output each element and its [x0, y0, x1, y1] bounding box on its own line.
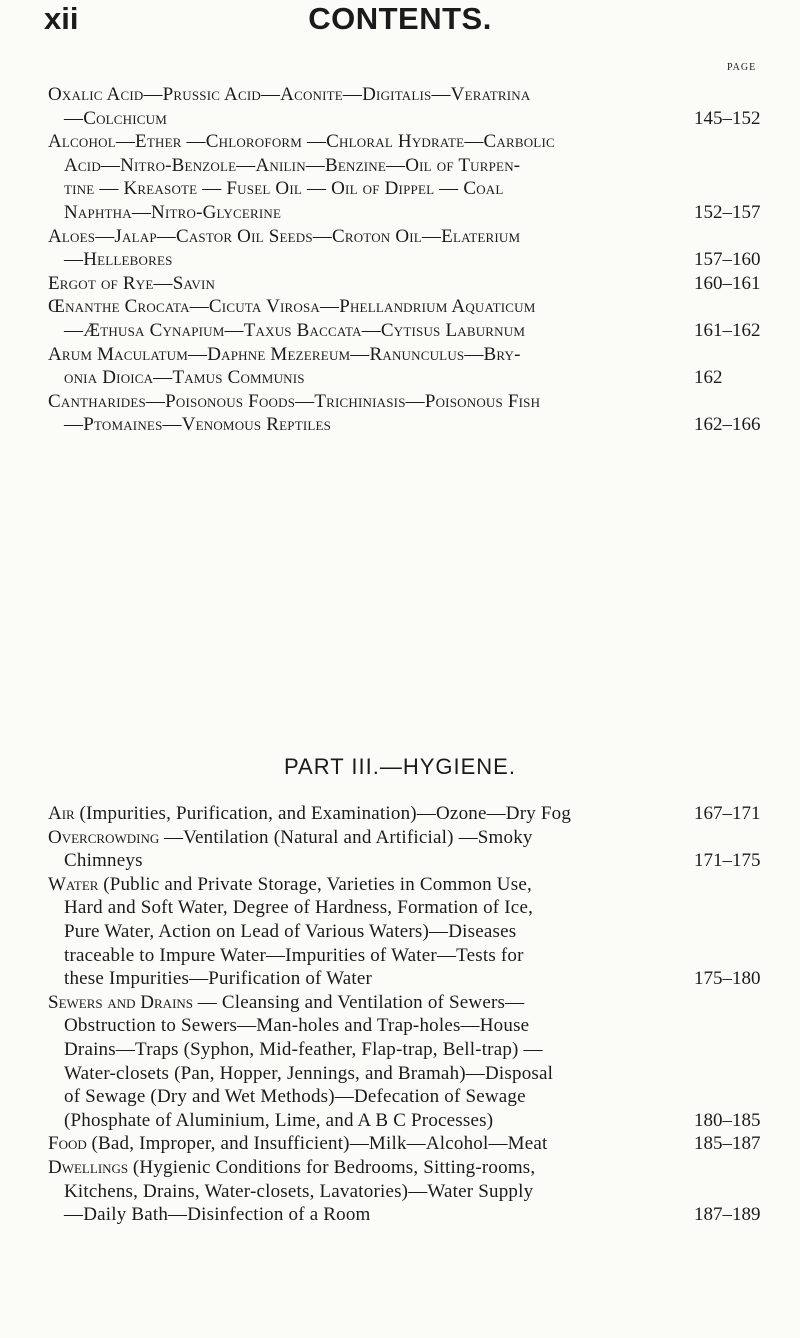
entry-line [48, 944, 760, 968]
entry-text: traceable to Impure Water—Impurities of Water—Tests for [64, 944, 524, 966]
contents-entry [48, 1156, 760, 1227]
entry-line [48, 177, 760, 201]
contents-entry [48, 991, 760, 1133]
page-range: 185–187 [694, 1133, 761, 1155]
entry-line [48, 920, 760, 944]
page-range: 167–171 [694, 803, 761, 824]
entry-text: Ergot of Rye—Savin [48, 272, 216, 294]
entry-heading: Water [48, 873, 99, 895]
entry-text: Chimneys [64, 850, 143, 872]
entry-text: Kitchens, Drains, Water-closets, Lavatories)—Water Supply [64, 1180, 534, 1202]
entry-heading: Food [48, 1133, 87, 1155]
page-range: 162 [694, 367, 723, 389]
contents-entry [48, 873, 760, 991]
entry-text: Cantharides—Poisonous Foods—Trichiniasis—Poisonous Fish [48, 390, 541, 412]
contents-entry [48, 802, 760, 826]
entry-text: — Cleansing and Ventilation of Sewers— [197, 991, 525, 1013]
page-title: CONTENTS. [308, 1, 492, 36]
entry-text: —Ptomaines—Venomous Reptiles [64, 414, 332, 436]
entry-line [48, 413, 760, 437]
entry-line [48, 1062, 760, 1086]
entry-line [48, 967, 760, 991]
page-range: 175–180 [694, 968, 761, 990]
entry-heading: Air [48, 803, 75, 824]
contents-entry [48, 295, 760, 342]
entry-line [48, 107, 760, 131]
contents-entry [48, 1132, 760, 1156]
entry-text: (Public and Private Storage, Varieties in Common Use, [103, 873, 532, 895]
entry-text: (Bad, Improper, and Insufficient)—Milk—Alcohol—Meat [91, 1133, 548, 1155]
entry-line [48, 272, 760, 296]
entry-text: —Ventilation (Natural and Artificial) —Smoky [163, 826, 533, 848]
entry-text: Hard and Soft Water, Degree of Hardness, Formation of Ice, [64, 897, 534, 919]
entry-text: Alcohol—Ether —Chloroform —Chloral Hydrate—Carbolic [48, 131, 555, 153]
page-range: 157–160 [694, 249, 761, 271]
entry-heading: Sewers and Drains [48, 991, 194, 1013]
entry-line [48, 319, 760, 343]
entry-text: —Æthusa Cynapium—Taxus Baccata—Cytisus Laburnum [64, 319, 526, 341]
entry-heading: Dwellings [48, 1157, 129, 1178]
contents-entry [48, 272, 760, 296]
running-head [0, 0, 800, 40]
entry-line [48, 896, 760, 920]
page-range: 162–166 [694, 414, 761, 436]
entry-text: Œnanthe Crocata—Cicuta Virosa—Phellandrium Aquaticum [48, 296, 536, 318]
entry-line [48, 1156, 760, 1180]
entry-line [48, 225, 760, 249]
entry-text: Obstruction to Sewers—Man-holes and Trap-holes—House [64, 1015, 530, 1037]
entry-text: Acid—Nitro-Benzole—Anilin—Benzine—Oil of Turpen- [64, 154, 521, 176]
entry-line [48, 295, 760, 319]
entry-line [48, 1132, 760, 1156]
entry-text: these Impurities—Purification of Water [64, 968, 373, 990]
entry-line [48, 1109, 760, 1133]
page-range: 180–185 [694, 1109, 761, 1131]
entry-line [48, 1038, 760, 1062]
entry-text: tine — Kreasote — Fusel Oil — Oil of Dippel — Coal [64, 178, 504, 200]
entry-line [48, 343, 760, 367]
entry-heading: Overcrowding [48, 826, 160, 848]
page-range: 161–162 [694, 319, 761, 341]
entry-line [48, 802, 760, 826]
entry-line [48, 1014, 760, 1038]
entry-text: Oxalic Acid—Prussic Acid—Aconite—Digitalis—Veratrina [48, 84, 531, 105]
part-heading: PART III.—HYGIENE. [284, 754, 516, 779]
entry-line [48, 1085, 760, 1109]
entry-text: Water-closets (Pan, Hopper, Jennings, and Bramah)—Disposal [64, 1062, 554, 1084]
page-column-label: PAGE [727, 62, 757, 73]
entry-line [48, 366, 760, 390]
entry-text: Arum Maculatum—Daphne Mezereum—Ranunculus—Bry- [48, 343, 521, 365]
entry-line [48, 130, 760, 154]
page-range: 160–161 [694, 272, 761, 294]
entry-line [48, 1203, 760, 1227]
entry-text: (Hygienic Conditions for Bedrooms, Sitting-rooms, [132, 1157, 536, 1178]
entry-line [48, 826, 760, 850]
contents-entry [48, 225, 760, 272]
contents-entry [48, 83, 760, 130]
entry-text: (Impurities, Purification, and Examination)—Ozone—Dry Fog [79, 803, 572, 824]
entry-line [48, 83, 760, 107]
page-range: 152–157 [694, 201, 761, 223]
entry-line [48, 390, 760, 414]
contents-entry [48, 390, 760, 437]
entry-text: —Colchicum [64, 107, 168, 129]
entry-text: —Hellebores [64, 249, 173, 271]
page-number: xii [44, 1, 79, 36]
contents-entry [48, 130, 760, 224]
entry-text: of Sewage (Dry and Wet Methods)—Defecation of Sewage [64, 1086, 526, 1108]
entry-text: Drains—Traps (Syphon, Mid-feather, Flap-trap, Bell-trap) — [64, 1038, 543, 1060]
entry-text: Naphtha—Nitro-Glycerine [64, 201, 282, 223]
entry-text: (Phosphate of Aluminium, Lime, and A B C Processes) [64, 1109, 494, 1131]
contents-entry [48, 826, 760, 873]
entry-text: —Daily Bath—Disinfection of a Room [64, 1204, 371, 1226]
entry-text: Aloes—Jalap—Castor Oil Seeds—Croton Oil—Elaterium [48, 225, 521, 247]
page-range: 171–175 [694, 850, 761, 872]
entry-text: Pure Water, Action on Lead of Various Waters)—Diseases [64, 920, 517, 942]
entry-line [48, 873, 760, 897]
page-range: 145–152 [694, 107, 761, 129]
contents-entry [48, 343, 760, 390]
entry-line [48, 201, 760, 225]
entry-line [48, 248, 760, 272]
entry-line [48, 154, 760, 178]
entry-line [48, 991, 760, 1015]
entry-line [48, 1180, 760, 1204]
entry-line [48, 849, 760, 873]
entry-text: onia Dioica—Tamus Communis [64, 367, 305, 389]
page-range: 187–189 [694, 1204, 761, 1226]
